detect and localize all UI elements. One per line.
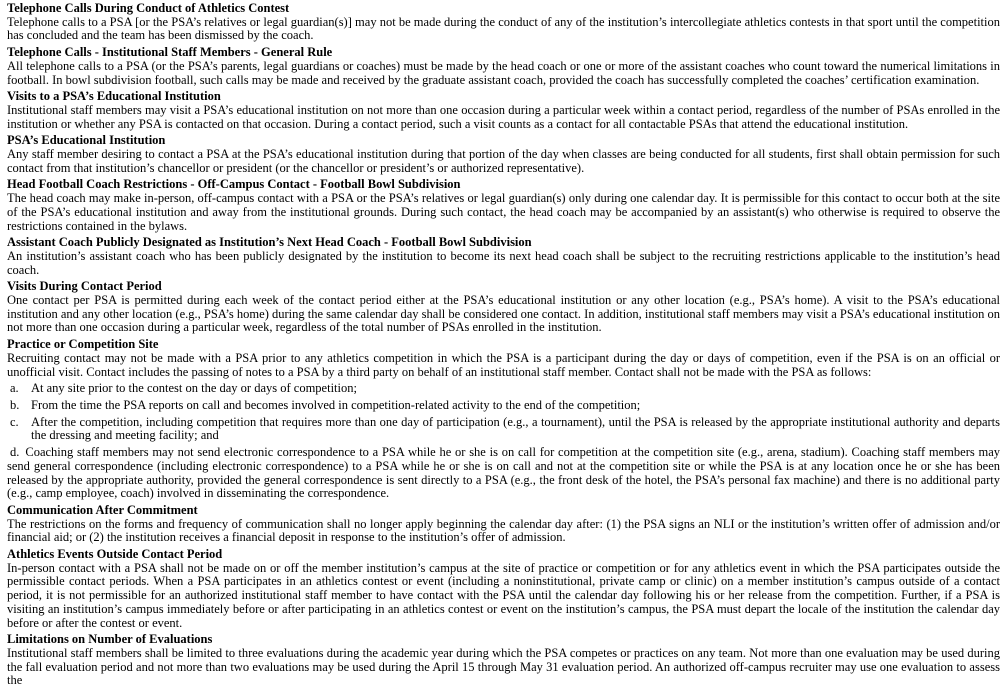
section-paragraph: Institutional staff members may visit a PSA’s educational institution on not more than one occasion during a particular week within a contact period, regardless of the number of PSAs enrolled in the institution or whether any PSA is contacted on that occasion. During a contact period, such a visit counts as a contact for all contactable PSAs that attend the educational institution. [7, 102, 1000, 131]
section-heading: Visits During Contact Period [7, 279, 162, 294]
section-head-coach-restrictions [7, 178, 1000, 233]
section-paragraph: In-person contact with a PSA shall not be made on or off the member institution’s campus at the site of practice or competition or for any athletics event in which the PSA participates outside the permissible contact periods. When a PSA participates in an athletics contest or event (including a noninstitutional, private camp or clinic) on a member institution’s campus outside of a contact period, it is not permissible for an authorized institutional staff member to have contact with the PSA until the calendar day following his or her release from the competition. Further, if a PSA is visiting an institution’s campus immediately before or after participating in an athletics contest or event on the institution’s campus, the PSA must depart the locale of the institution the calendar day before or after the contest or event. [7, 560, 1000, 630]
section-heading: Head Football Coach Restrictions - Off-Campus Contact - Football Bowl Subdivision [7, 177, 461, 192]
list-item-a [10, 382, 1000, 396]
section-heading: Athletics Events Outside Contact Period [7, 547, 223, 562]
list-item-text: From the time the PSA reports on call and becomes involved in competition-related activity to the end of the competition; [31, 397, 641, 412]
section-visits-educational-institution [7, 90, 1000, 131]
list-item-text: Coaching staff members may not send electronic correspondence to a PSA while he or she is on call for competition at the competition site (e.g., arena, stadium). Coaching staff members may send general correspondence (including electronic correspondence) to a PSA while he or she is on call and not at the competition site or while the PSA is at any location once he or she has been released by the appropriate authority, provided the general correspondence is sent directly to a PSA (e.g., the front desk of the hotel, the PSA’s personal fax machine) and there is no additional party (e.g., camp employee, coach) involved in disseminating the correspondence. [7, 445, 1000, 501]
list-item-text: After the competition, including competition that requires more than one day of participation (e.g., a tournament), until the PSA is released by the appropriate institutional authority and departs the dressing and meeting facility; and [31, 414, 1000, 443]
section-paragraph: Recruiting contact may not be made with a PSA prior to any athletics competition in which the PSA is a participant during the day or days of competition, even if the PSA is on an official or unofficial visit. Contact includes the passing of notes to a PSA by a third party on behalf of an institutional staff member. Contact shall not be made with the PSA as follows: [7, 350, 1000, 379]
section-paragraph: Institutional staff members shall be limited to three evaluations during the academic year during which the PSA competes or practices on any team. Not more than one evaluation may be used during the fall evaluation period and not more than two evaluations may be used during the April 15 through May 31 evaluation period. An authorized off-campus recruiter may use one evaluation to assess the [7, 645, 1000, 688]
section-visits-contact-period [7, 280, 1000, 335]
section-assistant-coach-designated [7, 236, 1000, 277]
section-heading: Practice or Competition Site [7, 337, 159, 352]
list-item-b [10, 399, 1000, 413]
section-paragraph: All telephone calls to a PSA (or the PSA’s parents, legal guardians or coaches) must be made by the head coach or one or more of the assistant coaches who count toward the numerical limitations in football. In bowl subdivision football, such calls may be made and received by the graduate assistant coach, provided the coach has successfully completed the coaches’ certification examination. [7, 58, 1000, 87]
section-heading: Telephone Calls - Institutional Staff Members - General Rule [7, 45, 333, 60]
section-psa-educational-institution [7, 134, 1000, 175]
list-item-d [7, 446, 1000, 501]
list-item-text: At any site prior to the contest on the day or days of competition; [31, 381, 357, 396]
section-limitations-evaluations [7, 633, 1000, 688]
list-item-marker: c. [10, 414, 19, 429]
section-paragraph: One contact per PSA is permitted during each week of the contact period either at the PSA’s educational institution or any other location (e.g., PSA’s home). A visit to the PSA’s educational institution and any other location (e.g., PSA’s home) during the same calendar day shall be considered one contact. In addition, institutional staff members may visit a PSA’s educational institution on not more than one occasion during a particular week, regardless of the total number of PSAs enrolled in the institution. [7, 293, 1000, 335]
section-heading: Limitations on Number of Evaluations [7, 632, 213, 647]
section-practice-competition-site [7, 338, 1000, 501]
section-heading: Assistant Coach Publicly Designated as Institution’s Next Head Coach - Football Bowl Subdivision [7, 235, 532, 250]
section-heading: Telephone Calls During Conduct of Athletics Contest [7, 1, 290, 15]
list-item-marker: b. [10, 397, 20, 412]
list-item-marker: d. [10, 445, 20, 460]
section-communication-after-commitment [7, 504, 1000, 545]
section-paragraph: The restrictions on the forms and frequency of communication shall no longer apply beginning the calendar day after: (1) the PSA signs an NLI or the institution’s written offer of admission and/or financial aid; or (2) the institution receives a financial deposit in response to the institution’s offer of admission. [7, 516, 1000, 545]
section-heading: Communication After Commitment [7, 502, 198, 517]
section-paragraph: Any staff member desiring to contact a PSA at the PSA’s educational institution during that portion of the day when classes are being conducted for all students, first shall obtain permission for such contact from that institution’s chancellor or president (or the chancellor or president’s or authorized representative). [7, 147, 1000, 175]
section-paragraph: An institution’s assistant coach who has been publicly designated by the institution to become its next head coach shall be subject to the recruiting restrictions applicable to the institution’s head coach. [7, 248, 1000, 277]
section-athletics-events-outside [7, 548, 1000, 630]
list-item-c [10, 416, 1000, 443]
section-paragraph: Telephone calls to a PSA [or the PSA’s relatives or legal guardian(s)] may not be made during the conduct of any of the institution’s intercollegiate athletics contests in that sport until the competition has concluded and the team has been dismissed by the coach. [7, 14, 1000, 43]
section-heading: Visits to a PSA’s Educational Institution [7, 89, 221, 104]
section-paragraph: The head coach may make in-person, off-campus contact with a PSA or the PSA’s relatives or legal guardian(s) only during one calendar day. It is permissible for this contact to occur both at the site of the PSA’s educational institution and away from the institutional grounds. During such contact, the head coach may be accompanied by an assistant(s) who otherwise is required to observe the restrictions contained in the bylaws. [7, 191, 1000, 233]
list-item-marker: a. [10, 381, 19, 396]
section-heading: PSA’s Educational Institution [7, 133, 166, 148]
section-telephone-calls-general-rule [7, 46, 1000, 87]
section-telephone-calls-contest [7, 2, 1000, 43]
